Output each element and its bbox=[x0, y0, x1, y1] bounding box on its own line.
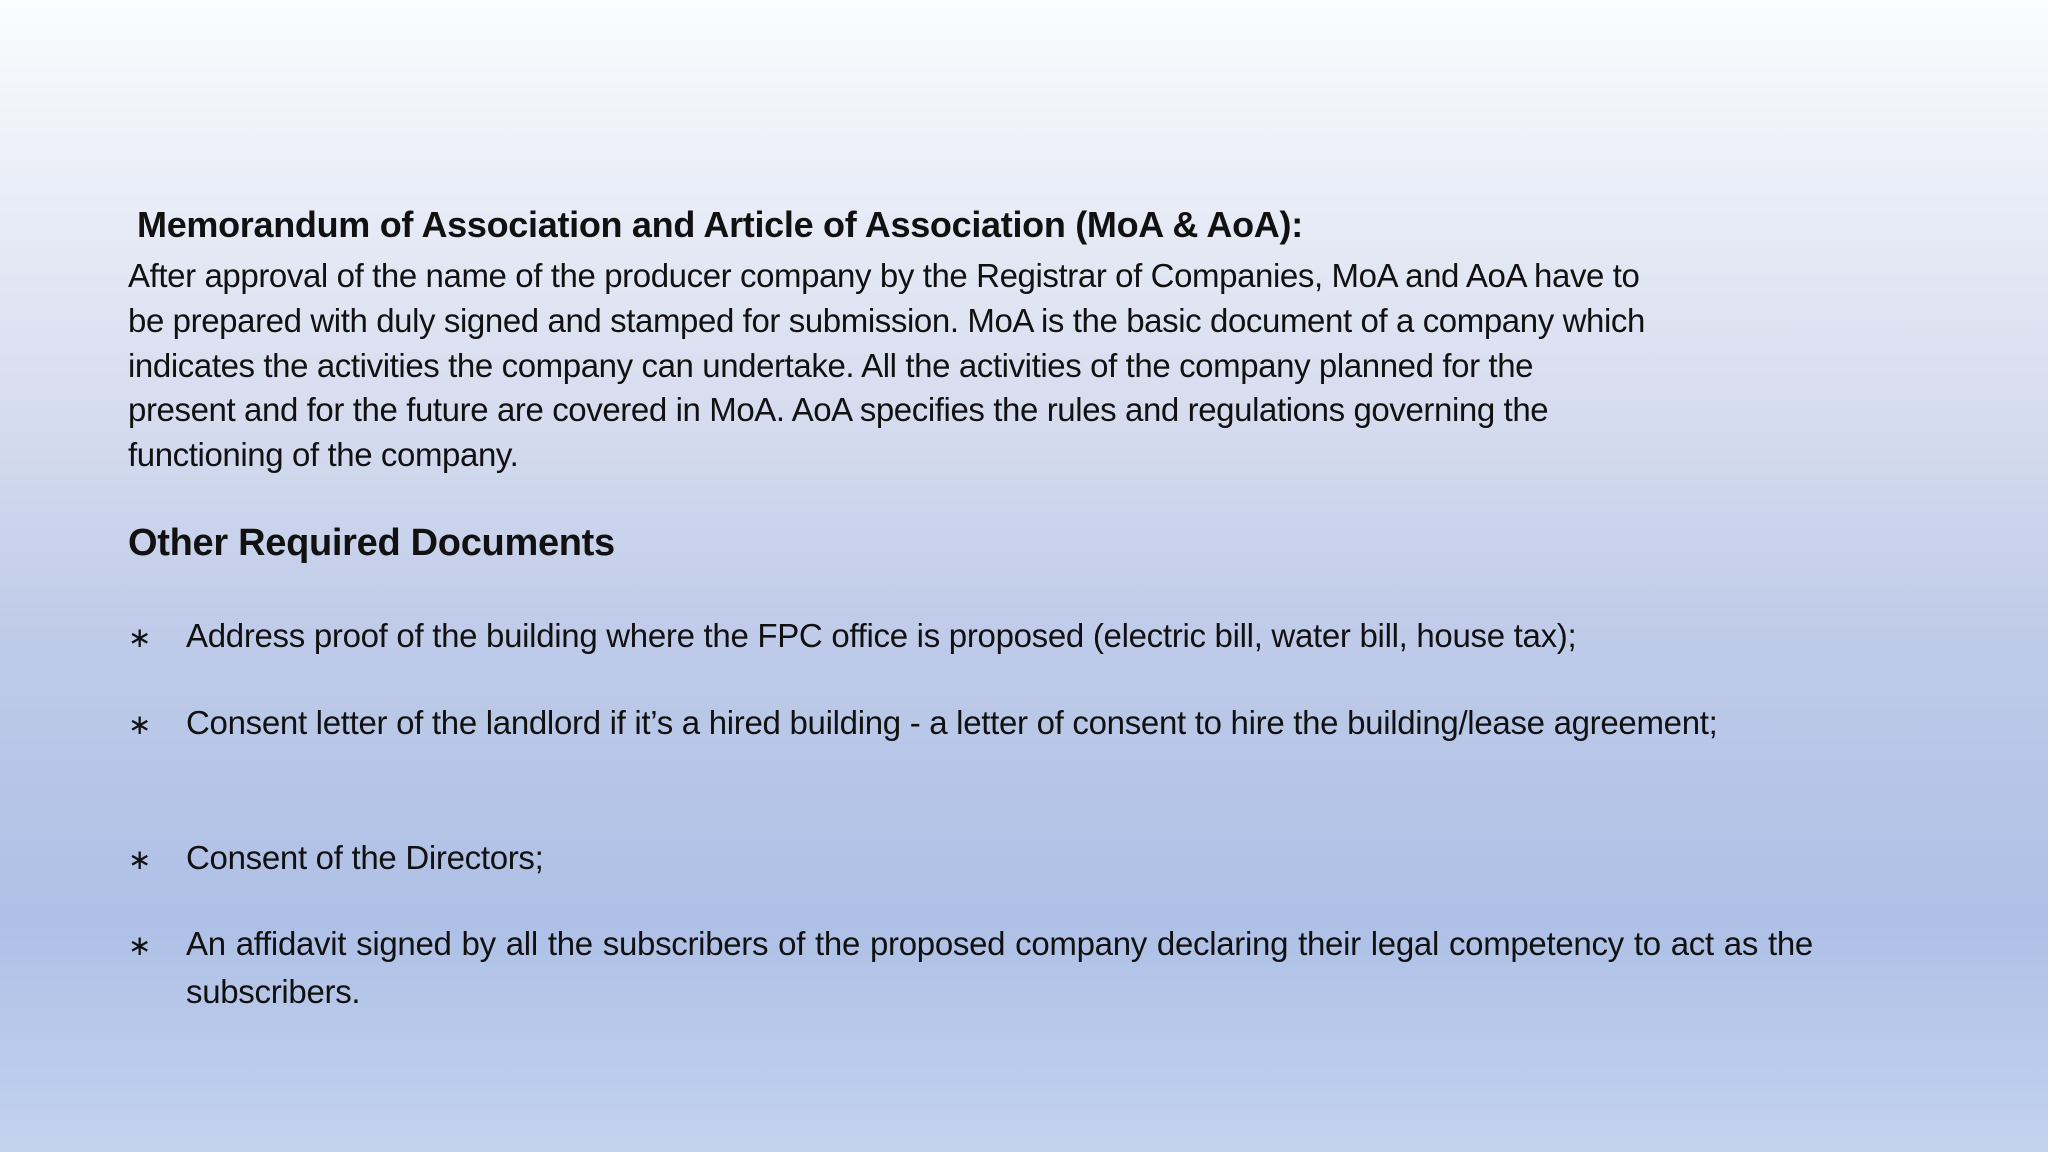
asterisk-bullet-icon: ∗ bbox=[128, 708, 152, 741]
asterisk-bullet-icon: ∗ bbox=[128, 843, 152, 876]
other-documents-heading: Other Required Documents bbox=[128, 522, 615, 564]
list-item-text: Consent of the Directors; bbox=[186, 839, 544, 876]
paragraph-line: After approval of the name of the producer company by the Registrar of Companies, MoA and AoA have to bbox=[128, 257, 1640, 294]
list-item-text: An affidavit signed by all the subscribers of the proposed company declaring their legal competency to act as the subscribers. bbox=[186, 925, 1813, 1010]
list-item-text: Address proof of the building where the FPC office is proposed (electric bill, water bill, house tax); bbox=[186, 617, 1577, 654]
paragraph-line: functioning of the company. bbox=[128, 436, 519, 474]
list-item-text: Consent letter of the landlord if it’s a hired building - a letter of consent to hire the building/lease agreement; bbox=[186, 704, 1718, 741]
moa-aoa-heading: Memorandum of Association and Article of Association (MoA & AoA): bbox=[137, 204, 1303, 245]
asterisk-bullet-icon: ∗ bbox=[128, 929, 152, 962]
paragraph-line: indicates the activities the company can undertake. All the activities of the company planned for the bbox=[128, 346, 1534, 384]
paragraph-line: be prepared with duly signed and stamped for submission. MoA is the basic document of a company which bbox=[128, 301, 1645, 339]
paragraph-line: present and for the future are covered in MoA. AoA specifies the rules and regulations governing the bbox=[128, 391, 1549, 429]
asterisk-bullet-icon: ∗ bbox=[128, 621, 152, 654]
